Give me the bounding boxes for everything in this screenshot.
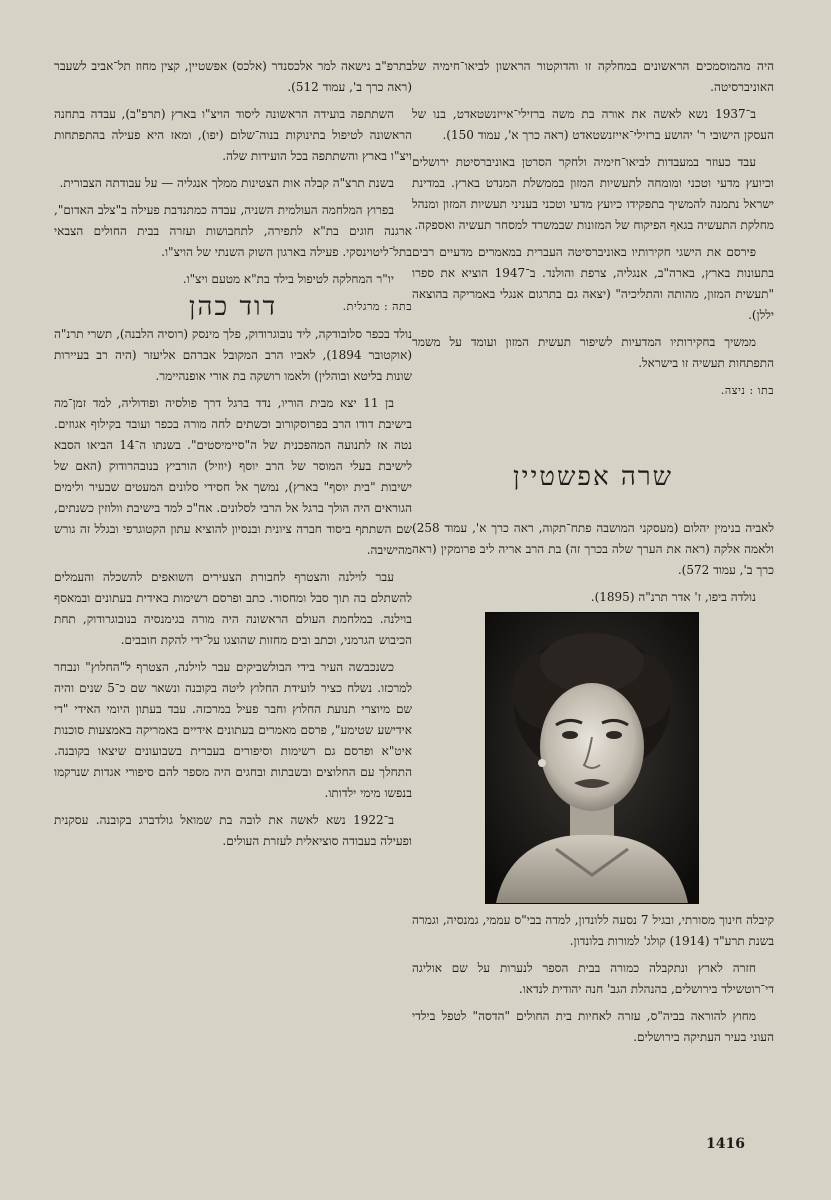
paragraph: מחוץ להוראה בביה"ס, עזרה לאחיות בית החולים "הדסה" לטפל בילדי העוני בעיר העתיקה בירושלים. [412, 1009, 774, 1044]
paragraph: עבד כעוזר במעבדות לביאו־חימיה ולחקר הסרטן באוניברסיטת ירושלים וכיועץ מדעי וטכני ומומחה לתעשיות המזון בממשלת המנדט בארץ. במדינת ישראל נתמנה להמשיך בתפקידו כיועץ מדעי וטכני בעניני תעשיות המזון ומנהל מחלקת התעשיה בגאף הפיקוח של המזונות שבמשרד למסחר תעשיה ואספקה. [412, 155, 774, 232]
paragraph: לאביה בנימין יהלום (מעסקני המושבה פתח־תקוה, ראה כרך א', עמוד 258) ולאמה אלקה (ראה את הערך שלה בכרך זה) בת הרב אריה ליב פרומקין (ראה כרך ב', עמוד 572). [412, 521, 774, 577]
paragraph: בתרפ"ב נישאה למר אלכסנדר (אלכס) אפשטיין, קצין מחוז תל־אביב לשעבר (ראה כרך ב', עמוד 512). [54, 59, 412, 94]
paragraph: פירסם את הישגי חקירותיו באוניברסיטה העברית במאמרים מדעיים רבים בתעונות בארץ, בארה"ב, אנגליה, צרפת והולנד. ב־1947 הוציא את ספרו "תעשית המזון, מהותה והתליכיה" (יצאה גם בתרגום אנגלי באמריקה בהוצאה יללן). [412, 245, 774, 322]
paragraph: ב־1922 נשא לאשה את לובה בת שמואל גולדברג בקובנה. עסקנית ופעילה בעבודה סוציאלית לעזרת העולים. [54, 813, 412, 848]
daughter-label: בתה : [383, 300, 412, 313]
entry-heading-david-kohen [54, 292, 412, 322]
paragraph: כשנכבשה העיר בידי הבולשביקים עבר לוילנה, הצטרף ל"החלוץ" ונבחר למרכזו. נשלח כציר לועידת החלוץ ליטה בקובנה ונשאר שם כ־5 שנים והיה שם מיוצרי תנועת החלוץ וחבר פעיל במרכזה. עבד בעתון היומי האידי "די אידישע שטימע", פרסם מאמרים בעתונים אידיים באמריקה באמצעות סוכנות איט"א ופרסם גם רשימות וסיפורים בעברית בשבועונים שיצאו בקובנה. התחלך עם החלוצים ובשבתות ובחגים היה מספר להם סיפורי אגדות שנרקמו בנפשו מימי ילדותו. [54, 660, 412, 800]
paragraph: חזרה לארץ ונתקבלה כמורה בבית הספר לנערות על שם אוליגה די־רוטשילד בירושלים, בהנהלת הגב' חנה יהודית לנדאו. [412, 961, 774, 996]
paragraph: נולדה ביפו, ז' אדר תרנ"ה (1895). [590, 590, 756, 604]
sarah-epstein-continued [54, 56, 412, 323]
entry-title: שרה אפשטיין [513, 462, 673, 492]
portrait-photo [485, 612, 699, 904]
daughter-label: בתו : [749, 384, 774, 397]
paragraph: השתתפה בועידה הראשונה ליסוד הויצ"ו בארץ (תרפ"ב), עבדה בתחנה הראשונה לטיפול בתינוקות בנוה־שלום (יפו), ומאז היא פעילה בהתפתחות ויצ"ו בארץ והשתתפה בכל הועידות שלה. [54, 107, 412, 163]
sarah-epstein-intro [412, 518, 774, 614]
sarah-epstein-bio [412, 910, 774, 1054]
daughter-line [412, 380, 774, 401]
page-number: 1416 [706, 1136, 745, 1152]
paragraph: עבר לוילנה והצטרף לחבורת הצעירים השואפים להשכלה והעמלים להשתלם בה תוך סבל ומחסור. כתב ופרסם רשימות באידית בעתונים ובמאסף בוילנה. במלחמת העולם הראשונה היה מורה בגימנסיה בנובוגרודוק, תחת הכיבוש הגרמני, וכתב ובים מחזות שהוצגו על־ידי להקת חובבים. [54, 570, 412, 647]
paragraph: בשנת תרצ"ה קבלה אות הצטינות ממלך אנגליה — על עבודתה הצבורית. [59, 176, 394, 190]
david-kohen-bio [54, 324, 412, 858]
daughter-name: ניצה. [720, 384, 746, 397]
paragraph: בפרוץ המלחמה העולמית השניה, עבדה כמתנדבת פעילה ב"צלב האדום", ארגנה חוגים בת"א לתפירה, לתחבושות ועזרה בבית החולים הצבאי בתל־ליטוינסקי. פעילה בארגון השוק השנתי של הויצ"ו. [54, 203, 412, 259]
paragraph: נולד בכפר סלובודקה, ליד נובוגרודוק, פלך מינסק (רוסיה הלבנה), תשרי תרנ"ה (אוקטובר 1894), לאביו הרב המקובל אברהם אליעזר (היה רב בעיירות שונות בליטא ובוהלין) ולאמו רושקה בת אורי אופנהיימר. [54, 327, 412, 383]
daughter-name: מרגלית. [342, 300, 380, 313]
continued-entry [412, 56, 774, 407]
paragraph: קיבלה חינוך מסורתי, ובגיל 7 נסעה ללונדון, למדה בבי"ס עממי, גמנסיה, וגמרה בשנת תרע"ד (1914) קולג' למורות בלונדון. [412, 913, 774, 948]
entry-title: דוד כהן [188, 292, 278, 322]
entry-heading-sarah-epstein [412, 462, 774, 492]
paragraph: ב־1937 נשא לאשה את אורה בת משה ברזילי־אייזנשטאדט, בנו של העסקן הישובי ר' יהושע ברזילי־אייזנשטאדט (ראה כרך א', עמוד 150). [412, 107, 774, 142]
portrait-image [486, 613, 698, 903]
paragraph: ממשיך בחקירותיו המדעיות לשיפור תעשית המזון ועומד על משמר התפתחות תעשיה זו בישראל. [412, 335, 774, 370]
paragraph: בן 11 יצא מבית הוריו, נדד ברגל דרך פולסיה ופודוליה, למד זמן־מה בישיבת דודו הרב בפרוסקורוב וכשתים לחה מורה בכפר ועובד בקילוף אגוזים. נטה אז לתנועה המהפכנית של ה"סיימיסטים". בשנתו ה־14 הביאו הסבא לישיבת בעלי המוסר של הרב יוסף (יוזיל) הורביץ בנובהרודוק (האם של ישיבות "בית יוסף" בארץ), נמשך אל חסידי סלונים המעטים שבעיר ולימים הגוראים היה הולך ברגל אל הרבי לסלונים. אח"כ למד בישיבת וולוזין כשנתים, שם השתתף ביסוד חברה ציונית ובנסיון להוציא עתון הקטוגרפי ובגלל זה גורש מהישיבה. [54, 396, 413, 557]
paragraph: היה מהמוסמכים הראשונים במחלקה זו והדוקטור הראשון לביאו־חימיה של האוניברסיטה. [412, 59, 774, 94]
paragraph: יו"ר המחלקה לטיפול בילד בת"א מטעם ויצ"ו. [182, 272, 394, 286]
